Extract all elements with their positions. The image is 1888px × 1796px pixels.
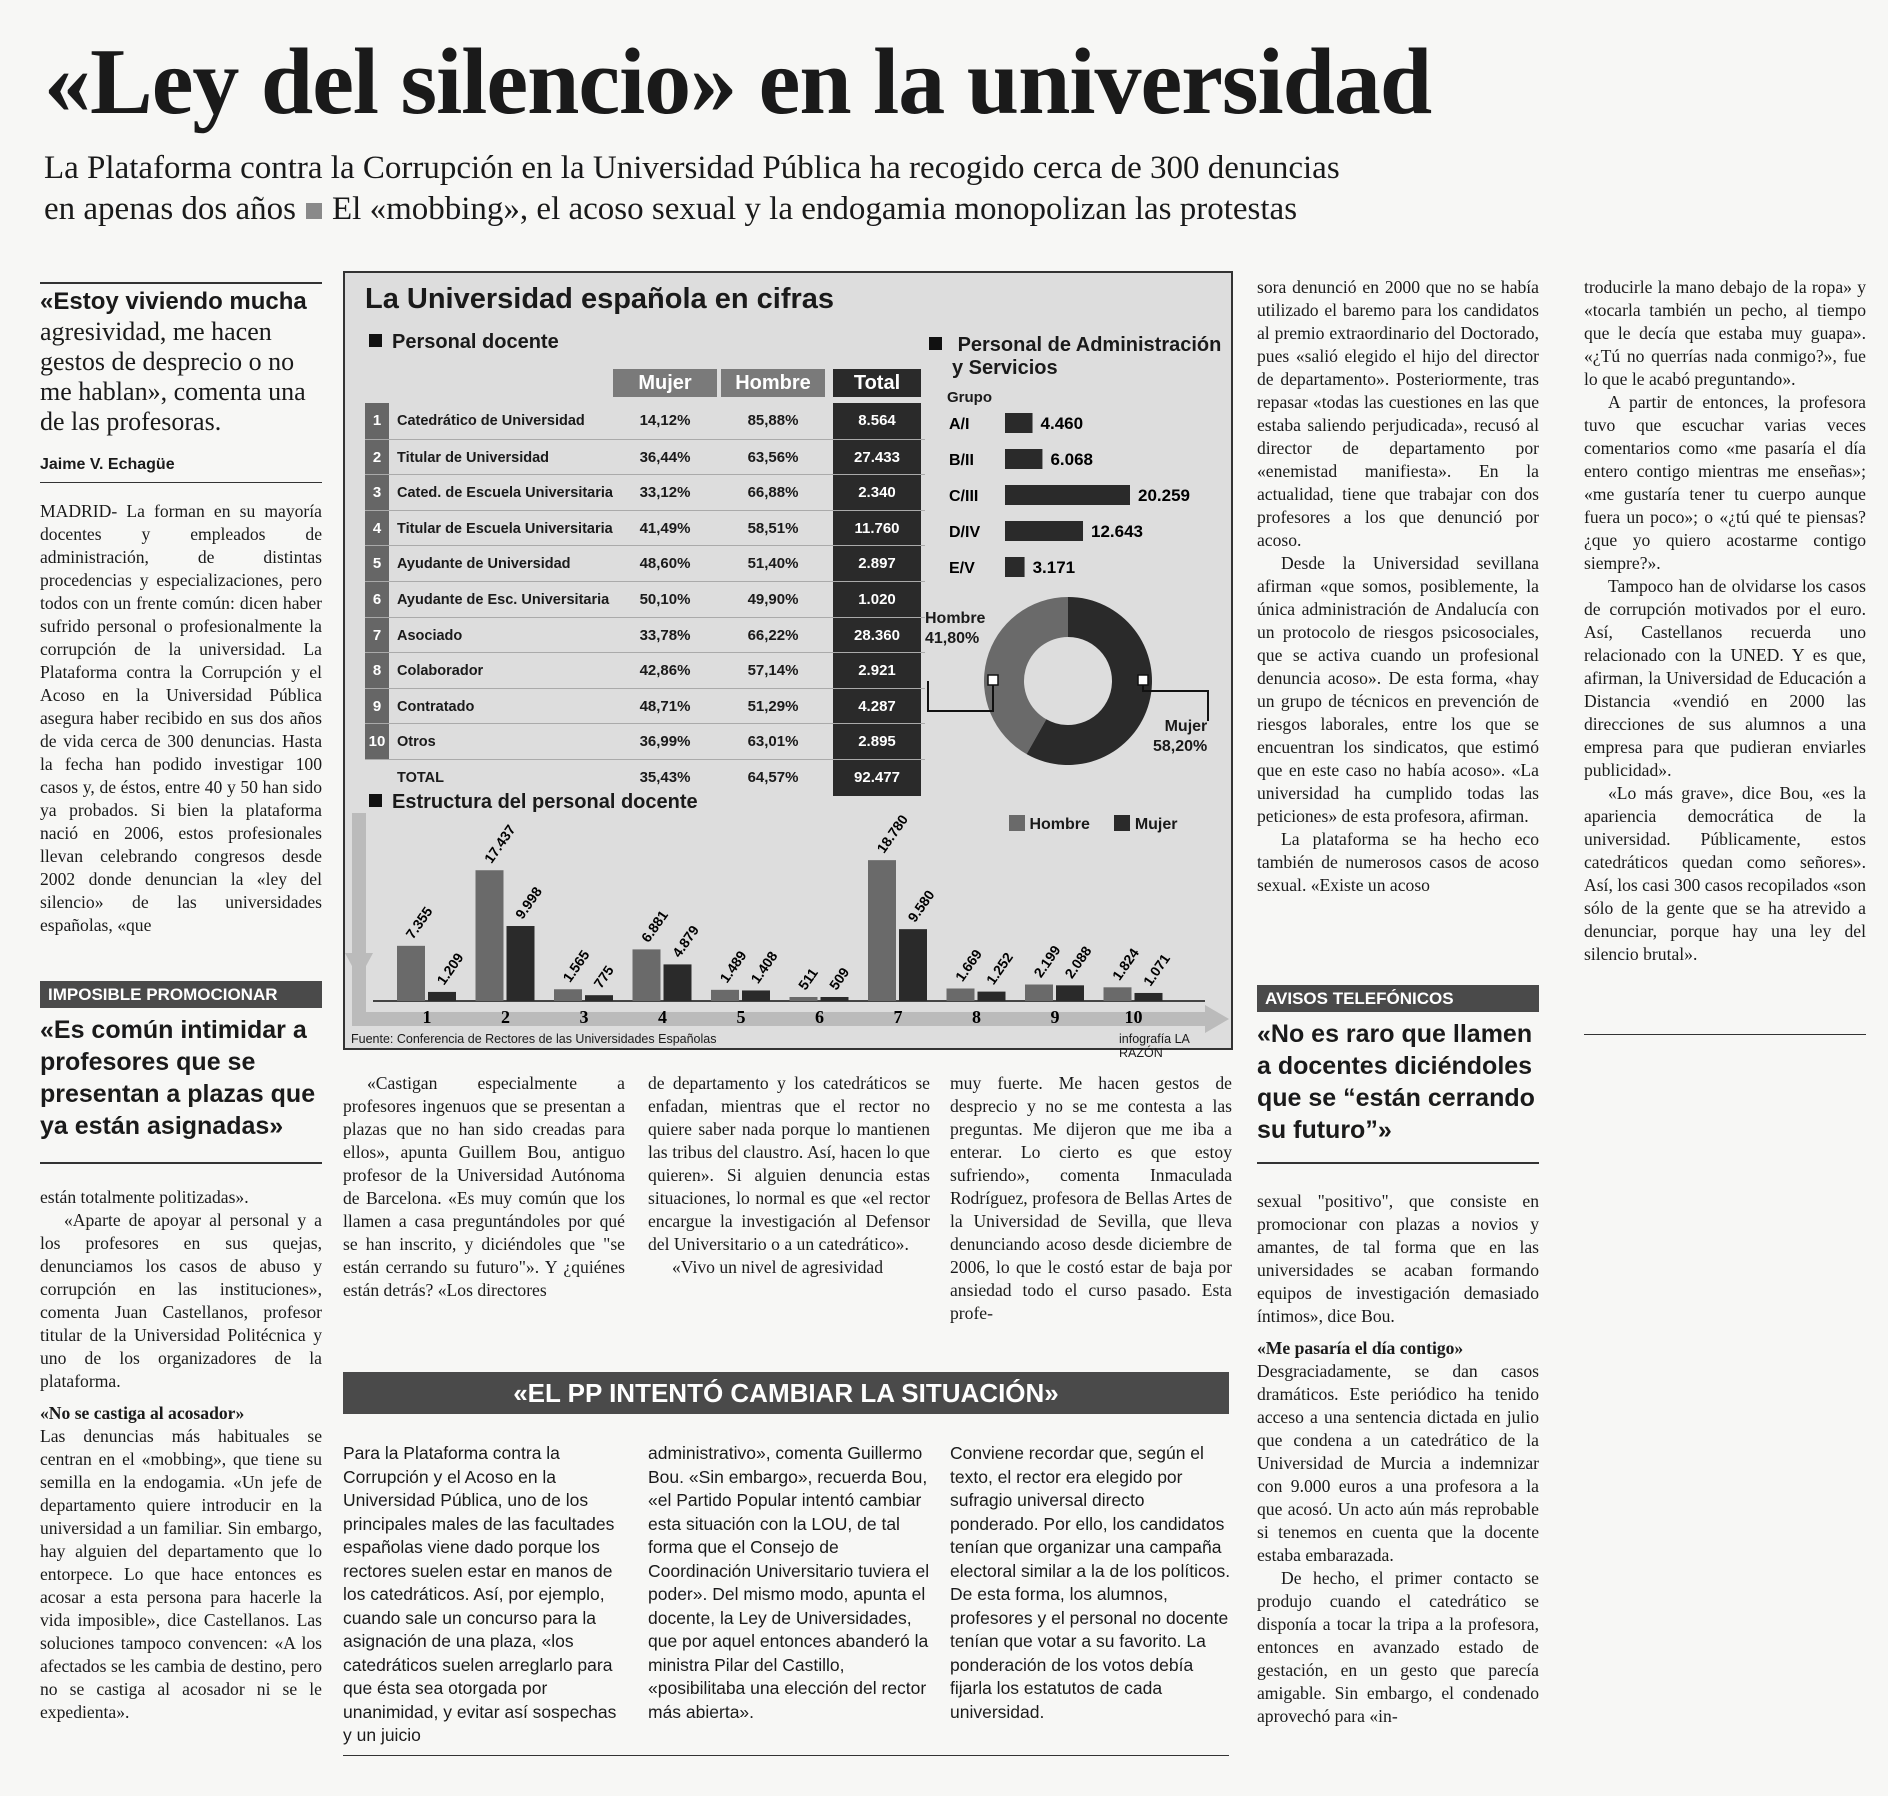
pas-value-label: 6.068 xyxy=(1050,450,1093,469)
struct-value-label: 775 xyxy=(590,962,617,991)
struct-value-label: 4.879 xyxy=(668,922,703,961)
paragraph: De hecho, el primer contacto se produjo cuando el catedrático se disponía a tocar la tripa a la profesora, entonces en avanzado estado de gestación, en un gesto que parecía amigable. Sin embargo, el condenado aprovechó para «in- xyxy=(1257,1568,1539,1726)
section-label-avisos-telefonicos: AVISOS TELEFÓNICOS xyxy=(1257,985,1539,1012)
side-quote-avisos: «No es raro que llamen a docentes diciéndoles que se “están cerrando su futuro”» xyxy=(1257,1020,1535,1144)
column-1-bottom xyxy=(40,1186,322,1724)
row-mujer: 14,12% xyxy=(639,412,691,429)
donut-mujer-label xyxy=(1153,717,1207,757)
infobox-column-1: Para la Plataforma contra la Corrupción y el Acoso en la Universidad Pública, uno de los principales males de las facultades españolas viene dado porque los rectores suelen estar en manos de los catedráticos. Así, por ejemplo, cuando sale un concurso para la asignación de una plaza, «los catedráticos suelen arreglarlo para que ésta sea otorgada por unanimidad, y evitar así sospechas y un juicio xyxy=(343,1443,617,1745)
legend-mujer: Mujer xyxy=(1134,816,1178,833)
infobox-title: «EL PP INTENTÓ CAMBIAR LA SITUACIÓN» xyxy=(343,1372,1229,1414)
row-hombre: 49,90% xyxy=(747,591,799,608)
column-2 xyxy=(343,1072,625,1302)
struct-bar-mujer xyxy=(664,964,692,1001)
paragraph: Desde la Universidad sevillana afirman «que somos, posiblemente, la única administración de Andalucía con un protocolo de riesgos psicosociales, que se activa cuando un profesional denuncia acoso». De esta forma, «hay un grupo de técnicos en prevención de riesgos laborales, entre los que se encuentran los sindicatos, que estimó que en este caso no había acoso». «La universidad ha cumplido todas las peticiones» de esta profesora, afirman. xyxy=(1257,553,1539,826)
pas-title-line-2: y Servicios xyxy=(952,357,1058,379)
row-category: Titular de Escuela Universitaria xyxy=(397,520,613,537)
pas-bar xyxy=(1005,413,1033,433)
infobox-column-3: Conviene recordar que, según el texto, el rector era elegido por sufragio universal directo ponderado. Por ello, los candidatos tenían que organizar una campaña electoral similar a la de los políticos. De esta forma, los alumnos, profesores y el personal no docente tenían que votar a su favorito. La ponderación de los votos debía fijarla los estatutos de cada universidad. xyxy=(950,1443,1231,1722)
byline-rule xyxy=(40,482,322,483)
struct-bar-hombre xyxy=(711,990,739,1001)
pas-value-label: 3.171 xyxy=(1032,558,1076,577)
struct-bar-hombre xyxy=(633,949,661,1001)
donut-marker xyxy=(1138,675,1148,685)
struct-value-label: 18.780 xyxy=(873,811,912,856)
column-header-total: Total xyxy=(833,369,921,397)
row-hombre: 63,56% xyxy=(747,448,799,466)
table-total-row xyxy=(365,759,925,795)
row-total: 27.433 xyxy=(833,440,921,476)
struct-category-label: 10 xyxy=(1124,1007,1143,1027)
legend-hombre: Hombre xyxy=(1029,816,1090,833)
table-row xyxy=(365,403,925,439)
donut-hombre-value: 41,80% xyxy=(925,630,980,647)
struct-category-label: 3 xyxy=(579,1007,589,1027)
row-hombre: 58,51% xyxy=(747,519,799,537)
row-number: 5 xyxy=(365,546,389,582)
row-mujer: 33,78% xyxy=(639,626,691,644)
row-hombre: 51,40% xyxy=(747,555,799,573)
pas-category-label: B/II xyxy=(949,452,974,469)
struct-category-label: 9 xyxy=(1050,1007,1060,1027)
row-category: Ayudante de Esc. Universitaria xyxy=(397,592,610,608)
pas-title-line-1: Personal de Administración xyxy=(957,334,1222,356)
subhead-line-2b: El «mobbing», el acoso sexual y la endogamia monopolizan las protestas xyxy=(332,191,1298,227)
pas-grupo-label: Grupo xyxy=(947,389,992,406)
infographic-title: La Universidad española en cifras xyxy=(365,283,835,315)
pas-title xyxy=(929,333,1221,357)
row-mujer: 36,44% xyxy=(639,448,691,466)
pas-category-label: A/I xyxy=(949,416,970,433)
struct-value-label: 2.199 xyxy=(1030,942,1064,981)
table-row xyxy=(365,688,925,724)
paragraph: Las denuncias más habituales se centran en el «mobbing», que tiene su semilla en la endogamia. «Un jefe de departamento quiere introducir en la universidad a un familiar. Sin embargo, hay alguien del departamento que lo entorpece. Lo que hace entonces es acosar a esta persona para hacerle la vida imposible», dice Castellanos. Las soluciones tampoco convencen: «A los afectados se les cambia de destino, pero no se castiga al acosador ni se le expedienta». xyxy=(40,1426,322,1722)
struct-value-label: 1.408 xyxy=(747,948,781,987)
table-row xyxy=(365,474,925,510)
row-number: 10 xyxy=(365,724,389,760)
paragraph: Desgraciadamente, se dan casos dramáticos. Este periódico ha tenido acceso a una sentencia dictada en julio que condena a un catedrático de la Universidad de Murcia a indemnizar con 9.000 euros a una profesora a la que acosó. Un acto aún más reprobable si tenemos en cuenta que la docente estaba embarazada. xyxy=(1257,1361,1539,1565)
column-header-hombre: Hombre xyxy=(721,369,825,397)
paragraph: MADRID- La forman en su mayoría docentes y empleados de administración, de distintas procedencias y especializaciones, pero todos con un frente común: dicen haber sufrido personal o profesionalmente la corrupción de la universidad. La Plataforma contra la Corrupción y el Acoso en la Universidad Pública asegura haber recibido en sus dos años de vida cerca de 300 denuncias. Hasta la fecha han podido investigar 100 casos y, de éstos, entre 40 y 50 han sido ya probados. Si bien la plataforma nació en 2006, estos profesionales llevan celebrando congresos desde 2002 donde denuncian la «ley del silencio» de las universidades españolas, «que xyxy=(40,501,322,935)
struct-category-label: 6 xyxy=(815,1007,824,1027)
pas-value-label: 12.643 xyxy=(1091,522,1144,541)
struct-bar-mujer xyxy=(742,990,770,1001)
infobox-bottom-rule xyxy=(343,1755,1229,1756)
struct-bar-mujer xyxy=(899,929,927,1001)
column-6-end-rule xyxy=(1584,1034,1866,1035)
struct-value-label: 9.580 xyxy=(904,886,938,925)
paragraph: están totalmente politizadas». xyxy=(40,1187,249,1207)
donut-mujer-name: Mujer xyxy=(1164,718,1208,735)
row-mujer: 50,10% xyxy=(639,591,691,608)
pas-bar xyxy=(1005,485,1130,505)
row-number: 6 xyxy=(365,582,389,618)
struct-bar-mujer xyxy=(428,992,456,1001)
row-total: 1.020 xyxy=(833,582,921,618)
pas-category-label: C/III xyxy=(949,488,979,505)
donut-marker xyxy=(988,675,998,685)
row-number: 1 xyxy=(365,403,389,439)
donut-hombre-name: Hombre xyxy=(925,610,986,627)
pas-value-label: 4.460 xyxy=(1040,414,1084,433)
subhead xyxy=(44,148,1544,230)
row-hombre: 51,29% xyxy=(747,697,799,715)
row-hombre: 63,01% xyxy=(747,733,799,751)
subheading-me-pasaria: «Me pasaría el día contigo» xyxy=(1257,1338,1464,1358)
donut-leader-line xyxy=(928,681,993,711)
row-category: Cated. de Escuela Universitaria xyxy=(397,485,613,502)
row-category: TOTAL xyxy=(397,770,444,786)
row-total: 2.895 xyxy=(833,724,921,760)
donut-mujer-value: 58,20% xyxy=(1153,738,1208,755)
structure-title: Estructura del personal docente xyxy=(369,791,698,814)
struct-bar-hombre xyxy=(1104,987,1132,1001)
row-total: 4.287 xyxy=(833,689,921,725)
row-category: Contratado xyxy=(397,698,475,715)
struct-bar-hombre xyxy=(790,997,818,1001)
infographic xyxy=(343,271,1233,1060)
paragraph: de departamento y los catedráticos se enfadan, mientras que el rector no quiere saber nada porque lo mantienen las tribus del claustro. Así, hacen lo que quieren». Si alguien denuncia estas situaciones, lo normal es que «el rector encargue la investigación al Defensor del Universitario o a un catedrático». xyxy=(648,1073,930,1254)
row-total: 2.340 xyxy=(833,475,921,511)
column-rule xyxy=(40,1162,322,1164)
row-mujer: 35,43% xyxy=(639,769,691,786)
headline: «Ley del silencio» en la universidad xyxy=(44,30,1432,134)
row-mujer: 48,71% xyxy=(639,697,691,715)
column-5-bottom xyxy=(1257,1190,1539,1728)
row-category: Titular de Universidad xyxy=(397,449,550,466)
row-total: 8.564 xyxy=(833,403,921,439)
table-row xyxy=(365,581,925,617)
donut-leader-line xyxy=(1143,685,1208,721)
donut-hombre-label xyxy=(925,609,985,649)
pas-value-label: 20.259 xyxy=(1138,486,1190,505)
source-note: Fuente: Conferencia de Rectores de las Universidades Españolas xyxy=(351,1032,717,1046)
table-row xyxy=(365,723,925,759)
struct-category-label: 1 xyxy=(422,1007,432,1027)
paragraph: A partir de entonces, la profesora tuvo que escuchar varias veces comentarios como «me pasaría el día entero contigo mientras me enseñas»; «me gustaría tener tu cuerpo aunque fuera un poco»; o «¿tú qué te piensas? ¿que yo quiero acostarme contigo siempre?». xyxy=(1584,392,1866,573)
donut-chart xyxy=(905,563,1231,793)
struct-bar-hombre xyxy=(397,946,425,1001)
separator-square-icon xyxy=(306,203,322,219)
column-header-mujer: Mujer xyxy=(613,369,717,397)
row-category: Ayudante de Universidad xyxy=(397,556,571,573)
row-hombre: 64,57% xyxy=(747,769,799,786)
struct-value-label: 1.489 xyxy=(716,947,750,986)
row-total: 28.360 xyxy=(833,618,921,654)
struct-bar-hombre xyxy=(868,860,896,1001)
table-row xyxy=(365,617,925,653)
credit-note: infografía LA RAZÓN xyxy=(1119,1032,1190,1060)
struct-category-label: 5 xyxy=(736,1007,746,1027)
paragraph: sexual "positivo", que consiste en promocionar con plazas a novios y amantes, de tal forma que en las universidades se acaban formando equipos de investigación demasiado íntimos», dice Bou. xyxy=(1257,1191,1539,1326)
paragraph: «Aparte de apoyar al personal y a los profesores en sus quejas, denunciamos los casos de abuso y corrupción en las instituciones», comenta Juan Castellanos, profesor titular de la Universidad Politécnica y uno de los organizadores de la plataforma. xyxy=(40,1210,322,1391)
struct-category-label: 2 xyxy=(501,1007,510,1027)
row-mujer: 33,12% xyxy=(639,484,691,502)
struct-bar-hombre xyxy=(476,870,504,1001)
row-category: Colaborador xyxy=(397,663,484,680)
subheading-no-se-castiga: «No se castiga al acosador» xyxy=(40,1403,245,1423)
struct-bar-mujer xyxy=(1135,993,1163,1001)
column-5-top xyxy=(1257,276,1539,897)
row-total: 92.477 xyxy=(833,760,921,796)
struct-value-label: 511 xyxy=(794,965,821,993)
pas-bar xyxy=(1005,449,1042,469)
paragraph: Tampoco han de olvidarse los casos de corrupción motivados por el euro. Así, Castellanos recuerda uno relacionado con la UNED. Y es que, afirman, la Universidad de Educación a Distancia «vendió en 2000 las direcciones de sus alumnos a una empresa para que pudieran enviarles publicidad». xyxy=(1584,576,1866,780)
struct-bar-mujer xyxy=(821,997,849,1001)
arrow-down-icon xyxy=(345,953,373,979)
row-number: 9 xyxy=(365,689,389,725)
infobox-column-2: administrativo», comenta Guillermo Bou. «Sin embargo», recuerda Bou, «el Partido Popular intentó cambiar esta situación con la LOU, de tal forma que el Consejo de Coordinación Universitario tuviera el poder». Del mismo modo, apunta el docente, la Ley de Universidades, que por aquel entonces abanderó la ministra Pilar del Castillo, «posibilitaba una elección del rector más abierta». xyxy=(648,1443,930,1722)
pull-quote xyxy=(40,286,322,437)
row-mujer: 42,86% xyxy=(639,662,691,680)
personal-docente-title: Personal docente xyxy=(369,331,559,354)
row-number: 7 xyxy=(365,618,389,654)
row-hombre: 66,22% xyxy=(747,626,799,644)
struct-bar-hombre xyxy=(947,988,975,1001)
struct-value-label: 1.209 xyxy=(433,949,467,988)
paragraph: «Vivo un nivel de agresividad xyxy=(672,1257,883,1277)
column-6 xyxy=(1584,276,1866,966)
row-number: 2 xyxy=(365,440,389,476)
struct-bar-mujer xyxy=(585,995,613,1001)
row-number: 4 xyxy=(365,511,389,547)
struct-category-label: 8 xyxy=(972,1007,981,1027)
column-4 xyxy=(950,1072,1232,1325)
struct-value-label: 6.881 xyxy=(637,907,672,946)
struct-bar-mujer xyxy=(978,992,1006,1001)
row-hombre: 66,88% xyxy=(747,484,799,502)
row-number: 3 xyxy=(365,475,389,511)
struct-value-label: 509 xyxy=(825,964,853,993)
struct-category-label: 7 xyxy=(893,1007,903,1027)
struct-value-label: 1.565 xyxy=(559,947,593,985)
row-mujer: 48,60% xyxy=(639,555,691,573)
row-category: Catedrático de Universidad xyxy=(397,413,585,429)
table-row xyxy=(365,510,925,546)
struct-bar-mujer xyxy=(1056,985,1084,1001)
struct-value-label: 17.437 xyxy=(480,821,519,866)
struct-value-label: 1.669 xyxy=(951,946,986,985)
paragraph: sora denunció en 2000 que no se había utilizado el baremo para los candidatos al premio extraordinario del Doctorado, pues «salió elegido el hijo del director de departamento». Posteriormente, tras repasar «todas las cuestiones en las que estaba saliendo perjudicada», recusó al director de departamento por «enemistad manifiesta». En la actualidad, tiene que trabajar con dos profesores a los que denunció por acoso. xyxy=(1257,277,1539,550)
row-total: 2.897 xyxy=(833,546,921,582)
struct-value-label: 1.071 xyxy=(1139,950,1174,989)
pas-bar-chart xyxy=(945,407,1233,587)
row-mujer: 41,49% xyxy=(639,519,691,537)
column-rule xyxy=(40,282,322,284)
section-label-imposible-promocionar: IMPOSIBLE PROMOCIONAR xyxy=(40,981,322,1008)
struct-value-label: 1.824 xyxy=(1108,945,1143,984)
table-row xyxy=(365,652,925,688)
pull-quote-bold: «Estoy viviendo mucha xyxy=(40,288,307,315)
column-3 xyxy=(648,1072,930,1279)
side-quote-promocionar: «Es común intimidar a profesores que se presentan a plazas que ya están asignadas» xyxy=(40,1016,316,1140)
struct-bar-hombre xyxy=(554,989,582,1001)
row-number: 8 xyxy=(365,653,389,689)
paragraph: La plataforma se ha hecho eco también de numerosos casos de acoso sexual. «Existe un acoso xyxy=(1257,829,1539,895)
table-row xyxy=(365,439,925,475)
struct-category-label: 4 xyxy=(658,1007,667,1027)
pas-bar xyxy=(1005,521,1083,541)
pas-category-label: E/V xyxy=(949,560,975,577)
column-rule xyxy=(1257,1162,1539,1164)
row-total: 2.921 xyxy=(833,653,921,689)
subhead-line-2 xyxy=(44,189,1544,230)
row-total: 11.760 xyxy=(833,511,921,547)
row-category: Otros xyxy=(397,734,436,751)
row-hombre: 57,14% xyxy=(747,662,799,680)
struct-value-label: 1.252 xyxy=(982,949,1017,988)
subhead-line-1: La Plataforma contra la Corrupción en la Universidad Pública ha recogido cerca de 300 denuncias xyxy=(44,150,1340,186)
subhead-line-2a: en apenas dos años xyxy=(44,191,297,227)
struct-value-label: 9.998 xyxy=(511,883,546,922)
struct-value-label: 7.355 xyxy=(402,903,436,942)
struct-bar-mujer xyxy=(507,926,535,1001)
paragraph: muy fuerte. Me hacen gestos de desprecio y no se me contesta a las preguntas. Me dijeron que me iba a enterar. Lo cierto es que estoy sufriendo», comenta Inmaculada Rodríguez, profesora de Bellas Artes de la Universidad de Sevilla, que lleva denunciando acoso desde diciembre de 2006, lo que le costó estar de baja por ansiedad todo el curso pasado. Esta profe- xyxy=(950,1073,1232,1323)
row-category: Asociado xyxy=(397,627,463,644)
struct-bar-hombre xyxy=(1025,985,1053,1001)
structure-bar-chart xyxy=(345,793,1231,1033)
arrow-right-icon xyxy=(1205,1005,1229,1033)
pull-quote-rest: agresividad, me hacen gestos de desprecio o no me hablan», comenta una de las profesoras. xyxy=(40,317,306,436)
paragraph: troducirle la mano debajo de la ropa» y «tocarla también un pecho, al tiempo que le decía que estaba muy guapa». «¿Tú no querrías nada conmigo?», fue lo que le acabó preguntando». xyxy=(1584,277,1866,389)
table-row xyxy=(365,545,925,581)
paragraph: «Castigan especialmente a profesores ingenuos que se presentan a plazas que no han sido creadas para ellos», apunta Guillem Bou, antiguo profesor de la Universidad Autónoma de Barcelona. «Es muy común que los llamen a casa preguntándoles por qué se han inscrito, y diciéndoles que "se están cerrando su futuro"». Y ¿quiénes están detrás? «Los directores xyxy=(343,1073,625,1300)
pas-category-label: D/IV xyxy=(949,524,981,541)
row-hombre: 85,88% xyxy=(747,412,799,429)
paragraph: «Lo más grave», dice Bou, «es la apariencia democrática de la universidad. Públicamente, estos catedráticos quedan como señores». Así, los casi 300 casos recopilados «son sólo de la gente que se ha atrevido a denunciar, porque hay una ley del silencio brutal». xyxy=(1584,783,1866,964)
row-mujer: 36,99% xyxy=(639,733,691,751)
byline: Jaime V. Echagüe xyxy=(40,456,175,473)
column-1-top xyxy=(40,500,322,937)
struct-value-label: 2.088 xyxy=(1061,943,1095,982)
